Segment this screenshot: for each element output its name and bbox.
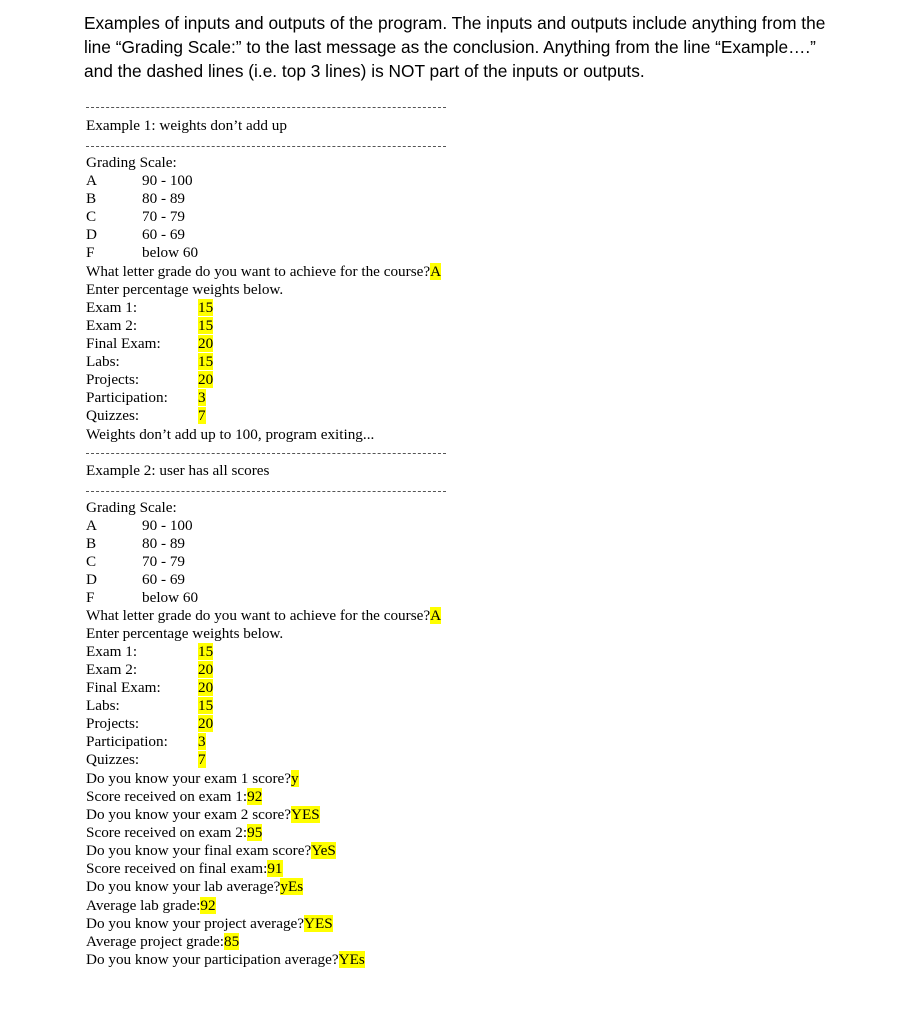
scale-range: 60 - 69 [142, 571, 186, 588]
scale-range: 90 - 100 [142, 517, 193, 534]
weight-label: Exam 2: [86, 661, 138, 678]
weight-label: Exam 1: [86, 643, 138, 660]
dialog-input: 95 [247, 824, 263, 841]
weight-value: 20 [198, 371, 214, 388]
weight-value: 15 [198, 697, 214, 714]
goal-input: A [430, 263, 442, 280]
example2-title: Example 2: user has all scores [86, 462, 270, 479]
dialog-prompt: Do you know your exam 2 score? [86, 806, 291, 823]
example2-goal-line [86, 607, 441, 625]
scale-grade: A [86, 517, 97, 534]
scale-range: 60 - 69 [142, 226, 186, 243]
weight-value: 7 [198, 751, 206, 768]
goal-prompt: What letter grade do you want to achieve for the course? [86, 607, 431, 624]
weight-value: 15 [198, 317, 214, 334]
dialog-line [86, 951, 365, 969]
dialog-input: 92 [247, 788, 263, 805]
scale-range: 80 - 89 [142, 190, 186, 207]
weight-value: 3 [198, 733, 206, 750]
weight-label: Quizzes: [86, 407, 140, 424]
dialog-line [86, 878, 303, 896]
example1-scale-heading: Grading Scale: [86, 154, 177, 171]
dashed-divider [86, 453, 446, 454]
scale-range: 90 - 100 [142, 172, 193, 189]
dialog-line [86, 933, 239, 951]
weight-label: Projects: [86, 371, 140, 388]
weight-value: 3 [198, 389, 206, 406]
dashed-divider [86, 491, 446, 492]
weight-label: Participation: [86, 733, 168, 750]
dialog-input: y [290, 770, 299, 787]
weight-value: 20 [198, 679, 214, 696]
scale-range: below 60 [142, 244, 199, 261]
goal-prompt: What letter grade do you want to achieve for the course? [86, 263, 431, 280]
example1-title: Example 1: weights don’t add up [86, 117, 287, 134]
dialog-line [86, 915, 333, 933]
weight-label: Projects: [86, 715, 140, 732]
scale-grade: A [86, 172, 97, 189]
dialog-line [86, 860, 283, 878]
dialog-prompt: Average lab grade: [86, 897, 201, 914]
scale-grade: D [86, 571, 97, 588]
scale-grade: C [86, 553, 97, 570]
dialog-prompt: Average project grade: [86, 933, 225, 950]
example1-goal-line [86, 263, 441, 281]
scale-grade: C [86, 208, 97, 225]
dialog-prompt: Score received on exam 2: [86, 824, 248, 841]
dialog-line [86, 806, 320, 824]
dialog-input: 92 [200, 897, 216, 914]
scale-grade: F [86, 244, 95, 261]
dialog-input: 85 [224, 933, 240, 950]
example1-conclusion: Weights don’t add up to 100, program exiting... [86, 426, 375, 443]
dialog-input: YES [290, 806, 320, 823]
weight-label: Quizzes: [86, 751, 140, 768]
weight-value: 20 [198, 715, 214, 732]
scale-grade: B [86, 190, 97, 207]
weight-value: 20 [198, 335, 214, 352]
dialog-line [86, 824, 262, 842]
weight-label: Exam 1: [86, 299, 138, 316]
weight-label: Final Exam: [86, 679, 161, 696]
scale-range: 70 - 79 [142, 208, 186, 225]
goal-input: A [430, 607, 442, 624]
weight-label: Exam 2: [86, 317, 138, 334]
weight-value: 20 [198, 661, 214, 678]
weight-label: Participation: [86, 389, 168, 406]
intro-paragraph: Examples of inputs and outputs of the program. The inputs and outputs include anything from the line “Grading Scale:” to the last message as the conclusion. Anything from the line “Example….” and the dashed lines (i.e. top 3 lines) is NOT part of the inputs or outputs. [84, 13, 826, 81]
dialog-prompt: Do you know your project average? [86, 915, 305, 932]
dialog-input: 91 [267, 860, 283, 877]
weight-label: Labs: [86, 697, 120, 714]
dialog-line [86, 770, 299, 788]
scale-range: 80 - 89 [142, 535, 186, 552]
scale-range: below 60 [142, 589, 199, 606]
dialog-line [86, 897, 216, 915]
example2-scale-heading: Grading Scale: [86, 499, 177, 516]
weight-label: Final Exam: [86, 335, 161, 352]
dialog-prompt: Do you know your lab average? [86, 878, 281, 895]
dialog-input: yEs [280, 878, 304, 895]
dialog-prompt: Do you know your final exam score? [86, 842, 312, 859]
dialog-input: YEs [338, 951, 365, 968]
scale-grade: F [86, 589, 95, 606]
example2-weights-prompt: Enter percentage weights below. [86, 625, 284, 642]
scale-range: 70 - 79 [142, 553, 186, 570]
dialog-prompt: Do you know your participation average? [86, 951, 339, 968]
weight-value: 7 [198, 407, 206, 424]
dialog-line [86, 788, 262, 806]
scale-grade: B [86, 535, 97, 552]
weight-value: 15 [198, 299, 214, 316]
dialog-input: YeS [311, 842, 336, 859]
dialog-line [86, 842, 336, 860]
weight-value: 15 [198, 643, 214, 660]
example1-weights-prompt: Enter percentage weights below. [86, 281, 284, 298]
dashed-divider [86, 107, 446, 108]
dashed-divider [86, 146, 446, 147]
weight-label: Labs: [86, 353, 120, 370]
dialog-input: YES [304, 915, 333, 932]
dialog-prompt: Score received on final exam: [86, 860, 268, 877]
dialog-prompt: Score received on exam 1: [86, 788, 248, 805]
dialog-prompt: Do you know your exam 1 score? [86, 770, 291, 787]
scale-grade: D [86, 226, 97, 243]
weight-value: 15 [198, 353, 214, 370]
